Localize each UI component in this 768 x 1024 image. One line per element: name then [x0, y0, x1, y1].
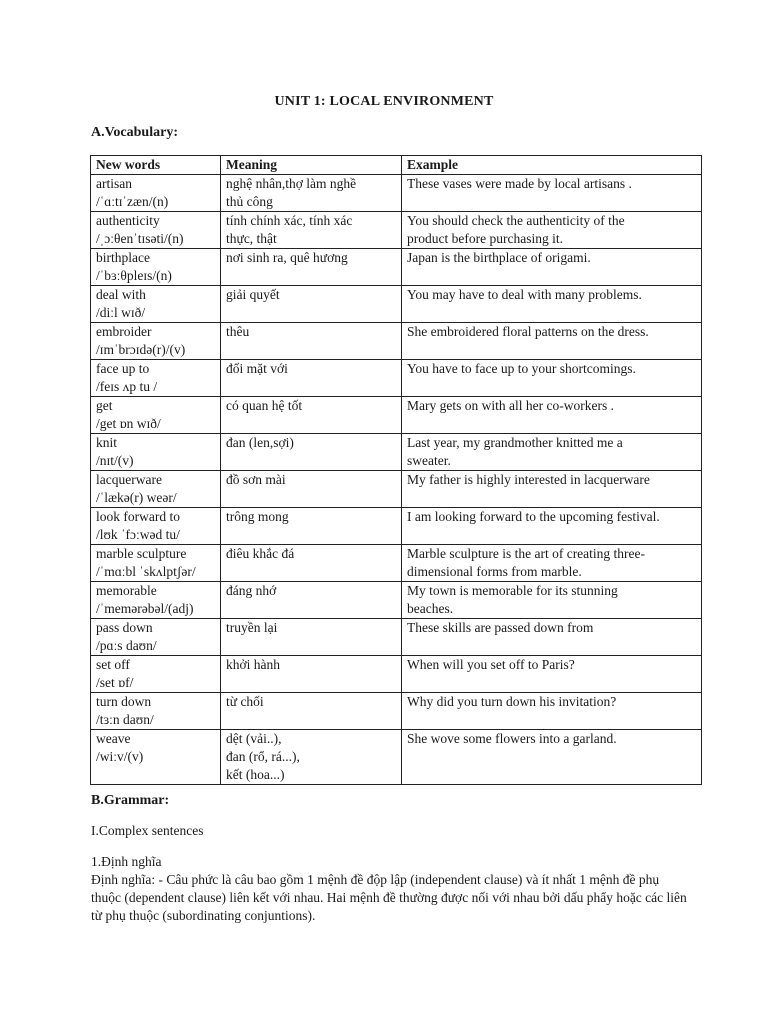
- cell-meaning: [221, 212, 402, 249]
- cell-example: [402, 730, 702, 785]
- cell-example-line: Last year, my grandmother knitted me a: [407, 435, 623, 450]
- cell-example: [402, 471, 702, 508]
- cell-word-line: /ˈɑːtɪˈzæn/(n): [96, 194, 169, 209]
- table-row: [91, 286, 702, 323]
- table-header-row: [91, 156, 702, 175]
- cell-word-line: /tɜːn daʊn/: [96, 712, 154, 727]
- cell-example-line: You may have to deal with many problems.: [407, 287, 642, 302]
- table-row: [91, 434, 702, 471]
- table-row: [91, 471, 702, 508]
- cell-example: [402, 693, 702, 730]
- cell-example-line: sweater.: [407, 453, 451, 468]
- cell-meaning-line: nghệ nhân,thợ làm nghề: [226, 176, 357, 191]
- cell-word-line: artisan: [96, 176, 132, 191]
- cell-word-line: birthplace: [96, 250, 150, 265]
- complex-sentences-heading: I.Complex sentences: [91, 823, 204, 838]
- cell-meaning: [221, 471, 402, 508]
- cell-example-line: Marble sculpture is the art of creating three-: [407, 546, 646, 561]
- table-row: [91, 582, 702, 619]
- table-row: [91, 730, 702, 785]
- cell-example-line: dimensional forms from marble.: [407, 564, 582, 579]
- cell-word-line: /ˌɔːθenˈtɪsəti/(n): [96, 231, 184, 246]
- cell-word: [91, 693, 221, 730]
- cell-word: [91, 471, 221, 508]
- table-row: [91, 545, 702, 582]
- cell-meaning: [221, 656, 402, 693]
- table-row: [91, 360, 702, 397]
- cell-word-line: knit: [96, 435, 118, 450]
- cell-meaning-line: đồ sơn mài: [226, 472, 286, 487]
- cell-example: [402, 212, 702, 249]
- cell-meaning-line: đan (len,sợi): [226, 435, 294, 450]
- cell-word-line: pass down: [96, 620, 153, 635]
- cell-meaning: [221, 730, 402, 785]
- cell-example-line: Why did you turn down his invitation?: [407, 694, 617, 709]
- cell-word-line: /ˈbɜːθpleɪs/(n): [96, 268, 172, 283]
- cell-example: [402, 286, 702, 323]
- vocabulary-table: [90, 155, 702, 785]
- cell-word: [91, 212, 221, 249]
- cell-example-line: She embroidered floral patterns on the dress.: [407, 324, 649, 339]
- cell-word-line: weave: [96, 731, 131, 746]
- cell-word: [91, 175, 221, 212]
- cell-word-line: /get ɒn wɪð/: [96, 416, 161, 431]
- cell-word-line: get: [96, 398, 113, 413]
- cell-word-line: /ˈlækə(r) weər/: [96, 490, 177, 505]
- cell-example-line: Mary gets on with all her co-workers .: [407, 398, 614, 413]
- cell-meaning: [221, 249, 402, 286]
- cell-meaning: [221, 397, 402, 434]
- cell-meaning: [221, 434, 402, 471]
- cell-word: [91, 508, 221, 545]
- cell-word-line: embroider: [96, 324, 152, 339]
- cell-word: [91, 397, 221, 434]
- cell-meaning-line: tính chính xác, tính xác: [226, 213, 353, 228]
- cell-example: [402, 360, 702, 397]
- cell-example-line: product before purchasing it.: [407, 231, 563, 246]
- cell-example-line: These skills are passed down from: [407, 620, 594, 635]
- cell-word-line: set off: [96, 657, 130, 672]
- cell-example-line: You have to face up to your shortcomings.: [407, 361, 636, 376]
- table-row: [91, 249, 702, 286]
- cell-meaning-line: từ chối: [226, 694, 264, 709]
- cell-example: [402, 582, 702, 619]
- cell-meaning: [221, 508, 402, 545]
- table-row: [91, 656, 702, 693]
- cell-example-line: Japan is the birthplace of origami.: [407, 250, 591, 265]
- cell-word: [91, 249, 221, 286]
- cell-word: [91, 656, 221, 693]
- cell-meaning: [221, 175, 402, 212]
- cell-meaning-line: truyền lại: [226, 620, 278, 635]
- header-example: Example: [402, 156, 702, 175]
- table-row: [91, 323, 702, 360]
- cell-meaning: [221, 286, 402, 323]
- cell-example-line: When will you set off to Paris?: [407, 657, 575, 672]
- cell-word-line: turn down: [96, 694, 152, 709]
- cell-word: [91, 434, 221, 471]
- cell-word-line: look forward to: [96, 509, 180, 524]
- cell-meaning: [221, 545, 402, 582]
- cell-word-line: /diːl wɪð/: [96, 305, 146, 320]
- cell-example-line: My town is memorable for its stunning: [407, 583, 618, 598]
- cell-word: [91, 582, 221, 619]
- table-row: [91, 693, 702, 730]
- table-row: [91, 508, 702, 545]
- definition-paragraph: Định nghĩa: - Câu phức là câu bao gồm 1 mệnh đề độp lập (independent clause) và ít nhất 1 mệnh đề phụ thuộc (dependent clause) liên kết với nhau. Hai mệnh đề thường được nối với nhau bởi dấu phẩy hoặc các liên từ phụ thuộc (subordinating conjuntions).: [91, 872, 687, 923]
- cell-word: [91, 730, 221, 785]
- cell-word-line: /ˈmɑːbl ˈskʌlptʃər/: [96, 564, 196, 579]
- cell-meaning: [221, 323, 402, 360]
- vocabulary-table-body: [91, 175, 702, 785]
- cell-word-line: /ˈmemərəbəl/(adj): [96, 601, 194, 616]
- cell-example: [402, 545, 702, 582]
- cell-meaning: [221, 693, 402, 730]
- cell-word: [91, 323, 221, 360]
- cell-meaning-line: nơi sinh ra, quê hương: [226, 250, 348, 265]
- cell-meaning-line: giải quyết: [226, 287, 280, 302]
- cell-meaning: [221, 619, 402, 656]
- cell-example-line: I am looking forward to the upcoming festival.: [407, 509, 660, 524]
- grammar-heading: B.Grammar:: [91, 793, 170, 808]
- definition-heading: 1.Định nghĩa: [91, 854, 162, 869]
- cell-word-line: /lʊk ˈfɔːwəd tu/: [96, 527, 180, 542]
- cell-word-line: /pɑːs daʊn/: [96, 638, 157, 653]
- cell-meaning-line: khởi hành: [226, 657, 281, 672]
- cell-word-line: memorable: [96, 583, 157, 598]
- cell-example: [402, 434, 702, 471]
- header-new-words: New words: [91, 156, 221, 175]
- cell-example-line: My father is highly interested in lacquerware: [407, 472, 650, 487]
- cell-word-line: /wiːv/(v): [96, 749, 144, 764]
- cell-example-line: beaches.: [407, 601, 454, 616]
- cell-meaning-line: dệt (vải..),: [226, 731, 282, 746]
- cell-word: [91, 360, 221, 397]
- cell-meaning-line: đối mặt với: [226, 361, 288, 376]
- cell-example: [402, 175, 702, 212]
- vocabulary-heading: A.Vocabulary:: [91, 125, 178, 140]
- table-row: [91, 212, 702, 249]
- table-row: [91, 397, 702, 434]
- cell-meaning-line: đáng nhớ: [226, 583, 277, 598]
- table-row: [91, 619, 702, 656]
- cell-meaning-line: có quan hệ tốt: [226, 398, 303, 413]
- cell-word-line: /ɪmˈbrɔɪdə(r)/(v): [96, 342, 186, 357]
- cell-meaning-line: điêu khắc đá: [226, 546, 295, 561]
- cell-example: [402, 619, 702, 656]
- cell-example: [402, 249, 702, 286]
- cell-word-line: deal with: [96, 287, 146, 302]
- cell-example-line: These vases were made by local artisans .: [407, 176, 632, 191]
- cell-word-line: /set ɒf/: [96, 675, 134, 690]
- cell-meaning-line: thủ công: [226, 194, 273, 209]
- cell-word: [91, 286, 221, 323]
- cell-meaning: [221, 582, 402, 619]
- cell-meaning-line: đan (rổ, rá...),: [226, 749, 300, 764]
- table-row: [91, 175, 702, 212]
- header-meaning: Meaning: [221, 156, 402, 175]
- cell-example: [402, 656, 702, 693]
- cell-example: [402, 397, 702, 434]
- cell-meaning-line: trông mong: [226, 509, 289, 524]
- cell-word-line: /nɪt/(v): [96, 453, 134, 468]
- cell-word-line: face up to: [96, 361, 150, 376]
- cell-word: [91, 545, 221, 582]
- cell-word-line: marble sculpture: [96, 546, 187, 561]
- cell-word: [91, 619, 221, 656]
- cell-word-line: authenticity: [96, 213, 160, 228]
- cell-example-line: She wove some flowers into a garland.: [407, 731, 617, 746]
- cell-meaning-line: kết (hoa...): [226, 767, 285, 782]
- cell-example: [402, 508, 702, 545]
- cell-word-line: /feɪs ʌp tu /: [96, 379, 158, 394]
- cell-word-line: lacquerware: [96, 472, 162, 487]
- cell-meaning: [221, 360, 402, 397]
- cell-example-line: You should check the authenticity of the: [407, 213, 625, 228]
- cell-example: [402, 323, 702, 360]
- cell-meaning-line: thực, thật: [226, 231, 277, 246]
- page-title: UNIT 1: LOCAL ENVIRONMENT: [274, 94, 494, 109]
- cell-meaning-line: thêu: [226, 324, 250, 339]
